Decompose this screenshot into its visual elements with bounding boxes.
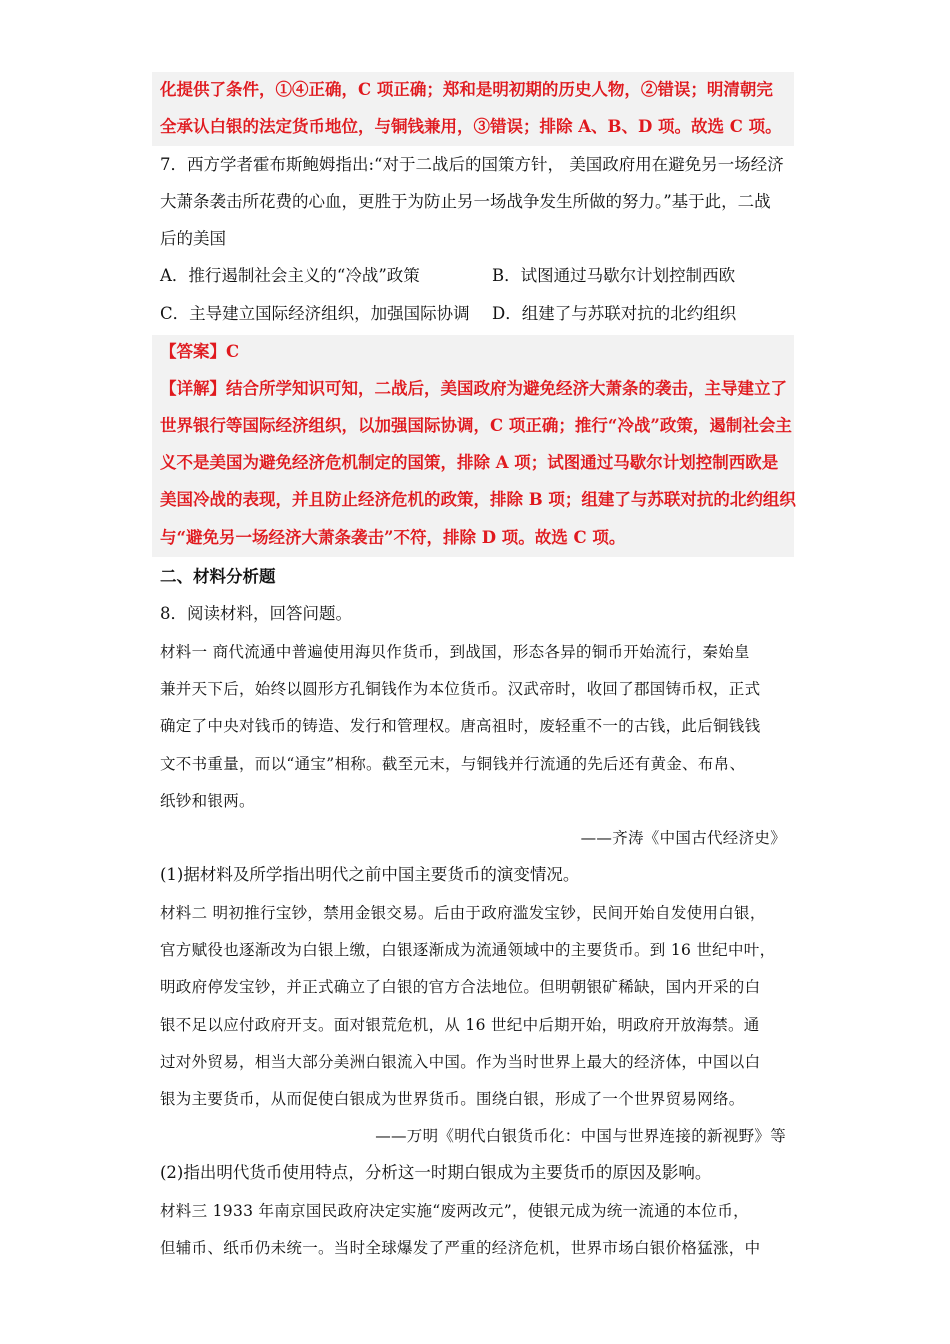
question-stem: 大萧条袭击所花费的心血，更胜于为防止另一场战争发生所做的努力。”基于此，二战 [160,192,771,211]
detail-line: 世界银行等国际经济组织，以加强国际协调，C 项正确；推行“冷战”政策，遏制社会主 [160,416,792,435]
option-b: B．试图通过马歇尔计划控制西欧 [492,266,736,285]
material-one-line: 纸钞和银两。 [160,792,255,810]
material-three-line: 但辅币、纸币仍未统一。当时全球爆发了严重的经济危机，世界市场白银价格猛涨，中 [160,1239,761,1257]
question-part-2: (2)指出明代货币使用特点，分析这一时期白银成为主要货币的原因及影响。 [160,1163,712,1182]
option-a: A．推行遏制社会主义的“冷战”政策 [160,266,420,285]
detail-line: 与“避免另一场经济大萧条袭击”不符，排除 D 项。故选 C 项。 [160,528,626,547]
material-two-line: 明政府停发宝钞，并正式确立了白银的官方合法地位。但明朝银矿稀缺，国内开采的白 [160,978,761,996]
answer-line: 全承认白银的法定货币地位，与铜钱兼用，③错误；排除 A、B、D 项。故选 C 项。 [160,117,782,136]
material-three-line: 材料三 1933 年南京国民政府决定实施“废两改元”，使银元成为统一流通的本位币， [160,1202,749,1220]
material-two-source: ——万明《明代白银货币化：中国与世界连接的新视野》等 [375,1127,786,1145]
material-one-line: 材料一 商代流通中普遍使用海贝作货币，到战国，形态各异的铜币开始流行，秦始皇 [160,643,750,661]
question-part-1: (1)据材料及所学指出明代之前中国主要货币的演变情况。 [160,865,580,884]
detail-line: 【详解】结合所学知识可知，二战后，美国政府为避免经济大萧条的袭击，主导建立了 [160,379,787,398]
answer-shade-q7 [152,335,794,557]
material-two-line: 材料二 明初推行宝钞，禁用金银交易。后由于政府滥发宝钞，民间开始自发使用白银， [160,904,766,922]
question-stem: 后的美国 [160,229,226,248]
question-stem: 7．西方学者霍布斯鲍姆指出:“对于二战后的国策方针， 美国政府用在避免另一场经济 [160,155,784,174]
answer-label: 【答案】C [160,342,240,361]
question-intro: 8．阅读材料，回答问题。 [160,604,352,623]
detail-line: 美国冷战的表现，并且防止经济危机的政策，排除 B 项；组建了与苏联对抗的北约组织 [160,490,796,509]
section-heading: 二、材料分析题 [160,567,276,586]
material-two-line: 银不足以应付政府开支。面对银荒危机，从 16 世纪中后期开始，明政府开放海禁。通 [160,1016,760,1034]
material-two-line: 官方赋役也逐渐改为白银上缴，白银逐渐成为流通领域中的主要货币。到 16 世纪中叶， [160,941,776,959]
option-c: C．主导建立国际经济组织，加强国际协调 [160,304,470,323]
material-one-line: 文不书重量，而以“通宝”相称。截至元末，与铜钱并行流通的先后还有黄金、布帛、 [160,755,746,773]
answer-line: 化提供了条件，①④正确，C 项正确；郑和是明初期的历史人物，②错误；明清朝完 [160,80,773,99]
material-one-line: 确定了中央对钱币的铸造、发行和管理权。唐高祖时，废轻重不一的古钱，此后铜钱钱 [160,717,761,735]
material-one-source: ——齐涛《中国古代经济史》 [580,829,786,847]
detail-line: 义不是美国为避免经济危机制定的国策，排除 A 项；试图通过马歇尔计划控制西欧是 [160,453,779,472]
material-two-line: 银为主要货币，从而促使白银成为世界货币。围绕白银，形成了一个世界贸易网络。 [160,1090,745,1108]
option-d: D．组建了与苏联对抗的北约组织 [492,304,737,323]
material-two-line: 过对外贸易，相当大部分美洲白银流入中国。作为当时世界上最大的经济体，中国以白 [160,1053,761,1071]
material-one-line: 兼并天下后，始终以圆形方孔铜钱作为本位货币。汉武帝时，收回了郡国铸币权，正式 [160,680,761,698]
